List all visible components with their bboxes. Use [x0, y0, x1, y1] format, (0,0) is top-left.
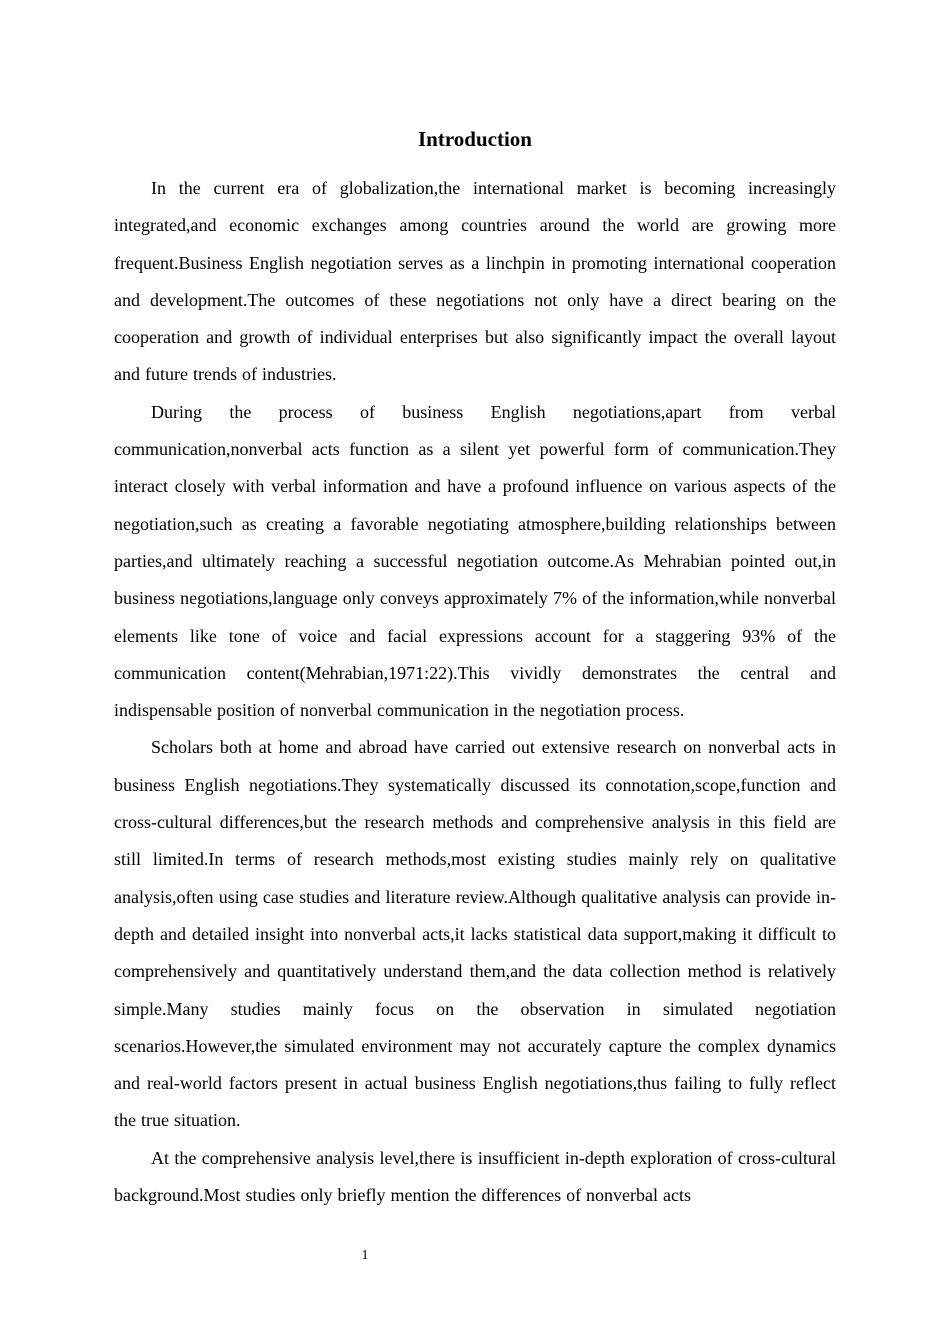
page-number: 1 — [361, 1248, 369, 1263]
paragraph-4: At the comprehensive analysis level,there is insufficient in-depth exploration of cross-cultural background.Most studies only briefly mention the differences of nonverbal acts — [114, 1147, 836, 1206]
paragraph-3: Scholars both at home and abroad have carried out extensive research on nonverbal acts in business English negotiations.They systematically discussed its connotation,scope,function and cross-cultural differences,but the research methods and comprehensive analysis in this field are still limited.In terms of research methods,most existing studies mainly rely on qualitative analysis,often using case studies and literature review.Although qualitative analysis can provide in-depth and detailed insight into nonverbal acts,it lacks statistical data support,making it difficult to comprehensively and quantitatively understand them,and the data collection method is relatively simple.Many studies mainly focus on the observation in simulated negotiation scenarios.However,the simulated environment may not accurately capture the complex dynamics and real-world factors present in actual business English negotiations,thus failing to fully reflect the true situation. — [114, 737, 836, 1131]
paragraph-2: During the process of business English negotiations,apart from verbal communication,nonverbal acts function as a silent yet powerful form of communication.They interact closely with verbal information and have a profound influence on various aspects of the negotiation,such as creating a favorable negotiating atmosphere,building relationships between parties,and ultimately reaching a successful negotiation outcome.As Mehrabian pointed out,in business negotiations,language only conveys approximately 7% of the information,while nonverbal elements like tone of voice and facial expressions account for a staggering 93% of the communication content(Mehrabian,1971:22).This vividly demonstrates the central and indispensable position of nonverbal communication in the negotiation process. — [114, 401, 836, 721]
paragraph-1: In the current era of globalization,the international market is becoming increasingly integrated,and economic exchanges among countries around the world are growing more frequent.Business English negotiation serves as a linchpin in promoting international cooperation and development.The outcomes of these negotiations not only have a direct bearing on the cooperation and growth of individual enterprises but also significantly impact the overall layout and future trends of industries. — [114, 178, 836, 385]
page-title: Introduction — [418, 127, 532, 151]
body-text — [114, 170, 836, 1214]
